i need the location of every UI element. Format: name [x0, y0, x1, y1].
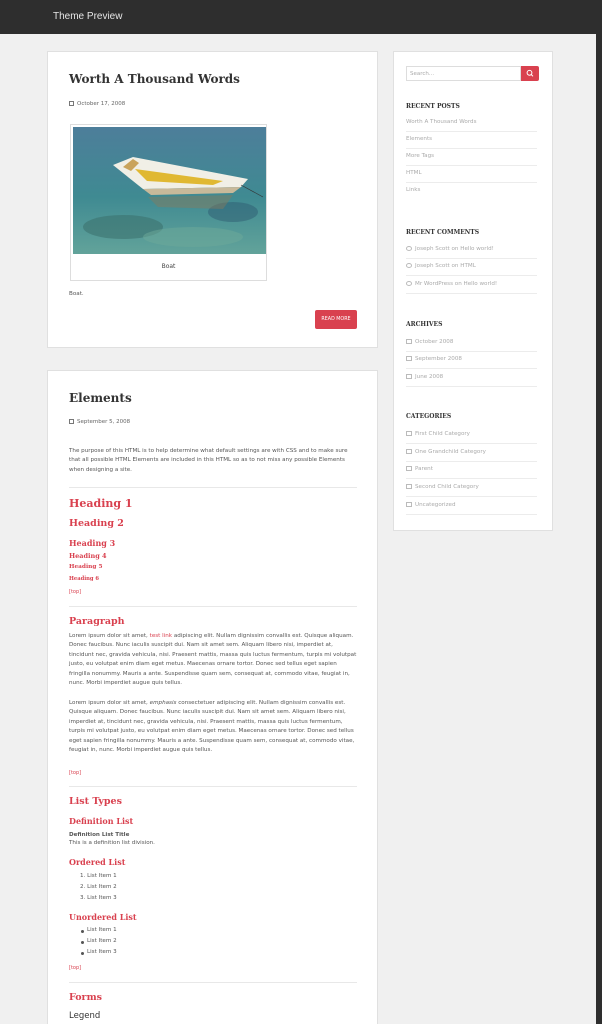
post-title[interactable]: Worth A Thousand Words [69, 72, 240, 86]
divider [69, 786, 357, 787]
calendar-icon [406, 374, 412, 379]
archive-link[interactable] [406, 335, 537, 352]
post-date[interactable]: September 5, 2008 [77, 419, 131, 425]
definition-list-heading: Definition List [69, 816, 134, 826]
post-excerpt: Boat. [69, 291, 84, 297]
folder-icon [406, 466, 412, 471]
top-link[interactable]: [top] [69, 965, 82, 971]
ordered-list-item: 1. List Item 1 [80, 873, 117, 879]
unordered-list-item: List Item 3 [87, 949, 117, 955]
heading-6: Heading 6 [69, 576, 99, 582]
recent-post-link[interactable]: Elements [406, 132, 537, 149]
sidebar [393, 51, 553, 531]
boat-image [73, 127, 266, 254]
lorem-paragraph-2 [69, 699, 359, 755]
calendar-icon [406, 339, 412, 344]
heading-1: Heading 1 [69, 497, 133, 510]
forms-heading: Forms [69, 992, 102, 1003]
recent-post-link[interactable]: Worth A Thousand Words [406, 115, 537, 132]
comment-text[interactable]: Joseph Scott on HTML [415, 263, 476, 269]
site-title[interactable]: Theme Preview [53, 11, 123, 22]
category-link[interactable] [406, 445, 537, 462]
folder-icon [406, 431, 412, 436]
definition-description: This is a definition list division. [69, 840, 155, 846]
unordered-list-heading: Unordered List [69, 912, 137, 922]
archive-label[interactable]: September 2008 [415, 356, 462, 362]
post-meta [69, 419, 130, 425]
post-card-1 [47, 51, 378, 348]
heading-3: Heading 3 [69, 538, 116, 548]
bullet-icon [81, 930, 84, 933]
image-caption: Boat [161, 263, 176, 270]
archive-label[interactable]: June 2008 [415, 374, 444, 380]
ordered-list-item: 2. List Item 2 [80, 884, 117, 890]
bullet-icon [81, 952, 84, 955]
recent-post-link[interactable]: More Tags [406, 149, 537, 166]
divider [69, 487, 357, 488]
search-input[interactable]: Search... [406, 66, 521, 81]
para-text: adipiscing elit. Nullam dignissim convallis est. Quisque aliquam. Donec faucibus. Nunc iaculis suscipit dui. Nam sit amet sem. Aliquam libero nisi, imperdiet at, tincidunt nec, gravida vehicula, nisi. Praesent mattis, massa quis luctus fermentum, turpis mi volutpat justo, eu volutpat enim diam eget metus. Maecenas ornare tortor. Donec sed tellus eget sapien fringilla nonummy. Mauris a ante. Suspendisse quam sem, consequat at, commodo vitae, feugiat in, nunc. Morbi imperdiet augue quis tellus. [69, 633, 357, 687]
form-legend: Legend [69, 1011, 101, 1021]
recent-post-link[interactable]: HTML [406, 166, 537, 183]
category-link[interactable] [406, 480, 537, 497]
category-label[interactable]: One Grandchild Category [415, 449, 486, 455]
comment-text[interactable]: Mr WordPress on Hello world! [415, 281, 498, 287]
folder-icon [406, 484, 412, 489]
comment-icon [406, 246, 412, 251]
para-text: Lorem ipsum dolor sit amet, [69, 633, 150, 639]
top-link[interactable]: [top] [69, 770, 82, 776]
list-types-heading: List Types [69, 796, 122, 807]
category-link[interactable] [406, 427, 537, 444]
paragraph-heading: Paragraph [69, 616, 125, 627]
comment-icon [406, 281, 412, 286]
top-link[interactable]: [top] [69, 589, 82, 595]
bullet-icon [81, 941, 84, 944]
read-more-button[interactable]: READ MORE [315, 310, 357, 329]
category-label[interactable]: Parent [415, 466, 433, 472]
heading-2: Heading 2 [69, 518, 124, 529]
lorem-paragraph-1 [69, 632, 359, 688]
divider [69, 982, 357, 983]
window-edge [596, 0, 602, 1024]
divider [69, 606, 357, 607]
category-link[interactable] [406, 498, 537, 515]
archive-label[interactable]: October 2008 [415, 339, 454, 345]
heading-5: Heading 5 [69, 564, 103, 570]
post-image-figure[interactable] [70, 124, 267, 281]
archive-link[interactable] [406, 352, 537, 369]
search-icon [521, 66, 539, 81]
archives-title: ARCHIVES [406, 321, 443, 328]
folder-icon [406, 449, 412, 454]
recent-comments-title: RECENT COMMENTS [406, 229, 480, 236]
recent-comment[interactable] [406, 277, 537, 294]
recent-comment[interactable] [406, 242, 537, 259]
recent-posts-title: RECENT POSTS [406, 103, 460, 110]
ordered-list-item: 3. List Item 3 [80, 895, 117, 901]
definition-term: Definition List Title [69, 832, 130, 838]
archive-link[interactable] [406, 370, 537, 387]
recent-post-link[interactable]: Links [406, 187, 421, 193]
top-bar [0, 0, 602, 34]
category-link[interactable] [406, 462, 537, 479]
comment-icon [406, 263, 412, 268]
category-label[interactable]: Second Child Category [415, 484, 479, 490]
search-button[interactable] [521, 66, 539, 81]
post-card-2 [47, 370, 378, 1024]
ordered-list-heading: Ordered List [69, 857, 126, 867]
category-label[interactable]: First Child Category [415, 431, 470, 437]
post-date[interactable]: October 17, 2008 [77, 101, 126, 107]
emphasis-text: emphasis [149, 700, 177, 706]
categories-title: CATEGORIES [406, 413, 452, 420]
para-text: consectetuer adipiscing elit. Nullam dignissim convallis est. Quisque aliquam. Donec faucibus. Nunc iaculis suscipit dui. Nam sit amet sem. Aliquam libero nisi, imperdiet at, tincidunt nec, gravida vehicula, nisi. Praesent mattis, massa quis luctus fermentum, turpis mi volutpat justo, eu volutpat enim diam eget metus. Maecenas ornare tortor. Donec sed tellus eget sapien fringilla nonummy. Mauris a ante. Suspendisse quam sem, consequat at, commodo vitae, feugiat in, nunc. Morbi imperdiet augue quis tellus. [69, 700, 355, 754]
unordered-list-item: List Item 2 [87, 938, 117, 944]
recent-comment[interactable] [406, 259, 537, 276]
folder-icon [406, 502, 412, 507]
calendar-icon [406, 356, 412, 361]
heading-4: Heading 4 [69, 552, 107, 560]
unordered-list-item: List Item 1 [87, 927, 117, 933]
post-meta [69, 101, 125, 107]
intro-paragraph: The purpose of this HTML is to help determine what default settings are with CSS and to make sure that all possible HTML Elements are included in this HTML so as to not miss any possible Elements when designing a site. [69, 448, 348, 473]
para-text: Lorem ipsum dolor sit amet, [69, 700, 150, 706]
category-label[interactable]: Uncategorized [415, 502, 456, 508]
post-title[interactable]: Elements [69, 391, 132, 405]
comment-text[interactable]: Joseph Scott on Hello world! [415, 246, 494, 252]
calendar-icon [69, 101, 74, 106]
calendar-icon [69, 419, 74, 424]
test-link[interactable]: test link [149, 633, 173, 639]
